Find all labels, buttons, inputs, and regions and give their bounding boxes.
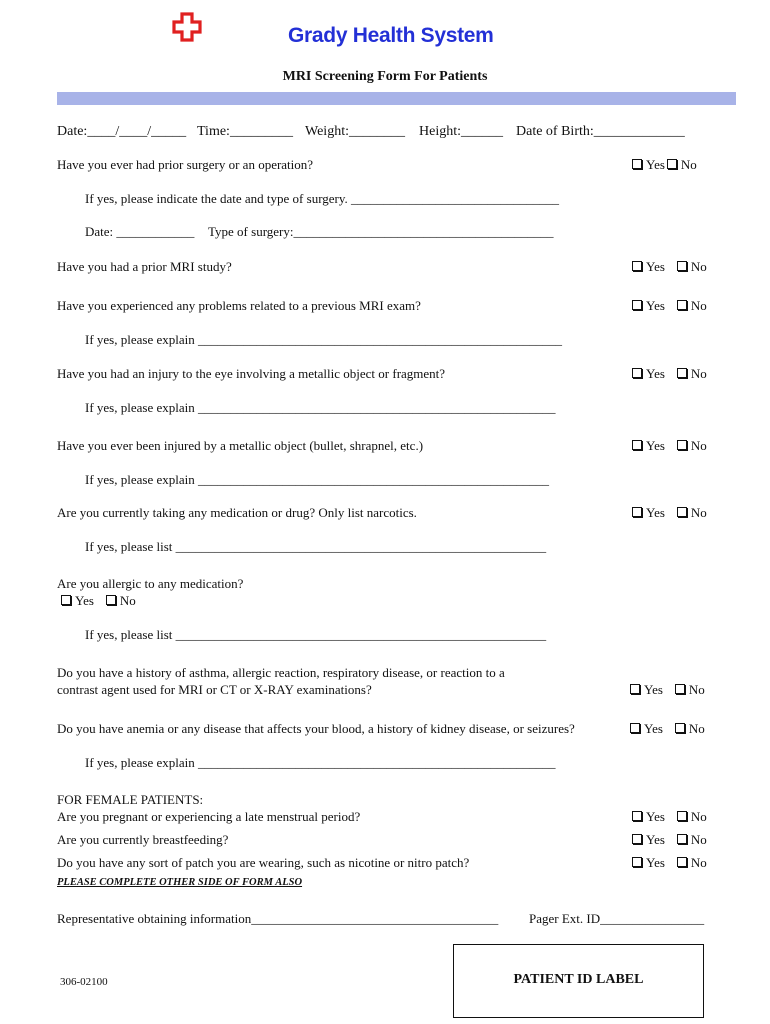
yes-label: Yes [646, 298, 665, 313]
pregnant-options [632, 809, 707, 825]
date-field[interactable]: Date:____/____/_____ [57, 124, 187, 139]
no-label: No [690, 259, 707, 274]
no-label: No [690, 505, 707, 520]
no-label: No [688, 682, 705, 697]
yes-checkbox[interactable] [61, 595, 71, 605]
no-label: No [688, 721, 705, 736]
dob-field[interactable]: Date of Birth:_____________ [516, 124, 685, 139]
question-prior-mri: Have you had a prior MRI study? [57, 259, 232, 274]
yes-checkbox[interactable] [632, 368, 642, 378]
org-name: Grady Health System [288, 24, 494, 47]
time-field[interactable]: Time:_________ [197, 124, 293, 139]
yes-label: Yes [75, 593, 94, 608]
patient-id-label: PATIENT ID LABEL [513, 972, 644, 987]
question-asthma-line1: Do you have a history of asthma, allergic reaction, respiratory disease, or reaction to a [57, 665, 505, 680]
no-label: No [690, 438, 707, 453]
yes-checkbox[interactable] [632, 261, 642, 271]
no-checkbox[interactable] [677, 300, 687, 310]
yes-label: Yes [646, 832, 665, 847]
yes-label: Yes [646, 366, 665, 381]
question-eye-injury: Have you had an injury to the eye involving a metallic object or fragment? [57, 366, 446, 381]
allergy-options [61, 593, 136, 609]
yes-label: Yes [646, 855, 665, 870]
yes-label: Yes [646, 438, 665, 453]
female-section-header: FOR FEMALE PATIENTS: [57, 792, 204, 807]
no-label: No [690, 855, 707, 870]
no-label: No [690, 809, 707, 824]
no-label: No [690, 298, 707, 313]
question-prior-surgery: Have you ever had prior surgery or an operation? [57, 157, 314, 172]
medication-options [632, 505, 707, 521]
yes-checkbox[interactable] [632, 159, 642, 169]
surgery-type-field[interactable]: Type of surgery:________________________________________ [208, 224, 554, 239]
allergy-list-field[interactable]: If yes, please list _________________________________________________________ [85, 627, 547, 642]
yes-label: Yes [646, 157, 665, 172]
form-number: 306-02100 [60, 976, 108, 988]
pager-ext-id-field[interactable]: Pager Ext. ID________________ [529, 911, 705, 926]
no-checkbox[interactable] [677, 368, 687, 378]
surgery-date-field[interactable]: Date: ____________ [85, 224, 195, 239]
no-label: No [680, 157, 697, 172]
question-breastfeeding: Are you currently breastfeeding? [57, 832, 229, 847]
question-medication: Are you currently taking any medication or drug? Only list narcotics. [57, 505, 417, 520]
header-divider-bar [57, 92, 736, 105]
metallic-injury-explain-field[interactable]: If yes, please explain ______________________________________________________ [85, 472, 549, 487]
no-checkbox[interactable] [675, 723, 685, 733]
no-checkbox[interactable] [677, 440, 687, 450]
asthma-options [630, 682, 705, 698]
mri-problems-explain-field[interactable]: If yes, please explain ________________________________________________________ [85, 332, 562, 347]
mri-problems-options [632, 298, 707, 314]
prior-mri-options [632, 259, 707, 275]
patch-options [632, 855, 707, 871]
yes-checkbox[interactable] [632, 300, 642, 310]
eye-injury-options [632, 366, 707, 382]
surgery-followup-field[interactable]: If yes, please indicate the date and type of surgery. ________________________________ [85, 191, 560, 206]
representative-field[interactable]: Representative obtaining information______________________________________ [57, 911, 499, 926]
height-field[interactable]: Height:______ [419, 124, 503, 139]
weight-field[interactable]: Weight:________ [305, 124, 405, 139]
patient-id-label-box [453, 944, 704, 1018]
yes-checkbox[interactable] [632, 857, 642, 867]
question-anemia: Do you have anemia or any disease that affects your blood, a history of kidney disease, or seizures? [57, 721, 575, 736]
yes-label: Yes [646, 505, 665, 520]
no-checkbox[interactable] [667, 159, 677, 169]
form-title: MRI Screening Form For Patients [282, 69, 488, 84]
no-checkbox[interactable] [677, 857, 687, 867]
no-checkbox[interactable] [677, 811, 687, 821]
yes-label: Yes [644, 721, 663, 736]
yes-label: Yes [646, 259, 665, 274]
no-checkbox[interactable] [677, 261, 687, 271]
yes-checkbox[interactable] [632, 440, 642, 450]
anemia-options [630, 721, 705, 737]
metallic-injury-options [632, 438, 707, 454]
yes-label: Yes [644, 682, 663, 697]
yes-checkbox[interactable] [632, 507, 642, 517]
no-checkbox[interactable] [106, 595, 116, 605]
no-label: No [119, 593, 136, 608]
yes-label: Yes [646, 809, 665, 824]
question-mri-problems: Have you experienced any problems related to a previous MRI exam? [57, 298, 421, 313]
red-cross-logo-icon [172, 12, 202, 42]
question-asthma-line2: contrast agent used for MRI or CT or X-RAY examinations? [57, 682, 372, 697]
no-checkbox[interactable] [677, 834, 687, 844]
breastfeeding-options [632, 832, 707, 848]
eye-injury-explain-field[interactable]: If yes, please explain _______________________________________________________ [85, 400, 556, 415]
yes-checkbox[interactable] [630, 684, 640, 694]
question-allergy: Are you allergic to any medication? [57, 576, 244, 591]
anemia-explain-field[interactable]: If yes, please explain _______________________________________________________ [85, 755, 556, 770]
question-patch: Do you have any sort of patch you are wearing, such as nicotine or nitro patch? [57, 855, 470, 870]
no-checkbox[interactable] [675, 684, 685, 694]
no-label: No [690, 832, 707, 847]
question-metallic-injury: Have you ever been injured by a metallic object (bullet, shrapnel, etc.) [57, 438, 424, 453]
yes-checkbox[interactable] [632, 811, 642, 821]
complete-other-side-note: PLEASE COMPLETE OTHER SIDE OF FORM ALSO [57, 877, 303, 888]
yes-checkbox[interactable] [632, 834, 642, 844]
yes-checkbox[interactable] [630, 723, 640, 733]
prior-surgery-options [632, 157, 697, 173]
no-checkbox[interactable] [677, 507, 687, 517]
medication-list-field[interactable]: If yes, please list _________________________________________________________ [85, 539, 547, 554]
no-label: No [690, 366, 707, 381]
question-pregnant: Are you pregnant or experiencing a late menstrual period? [57, 809, 361, 824]
